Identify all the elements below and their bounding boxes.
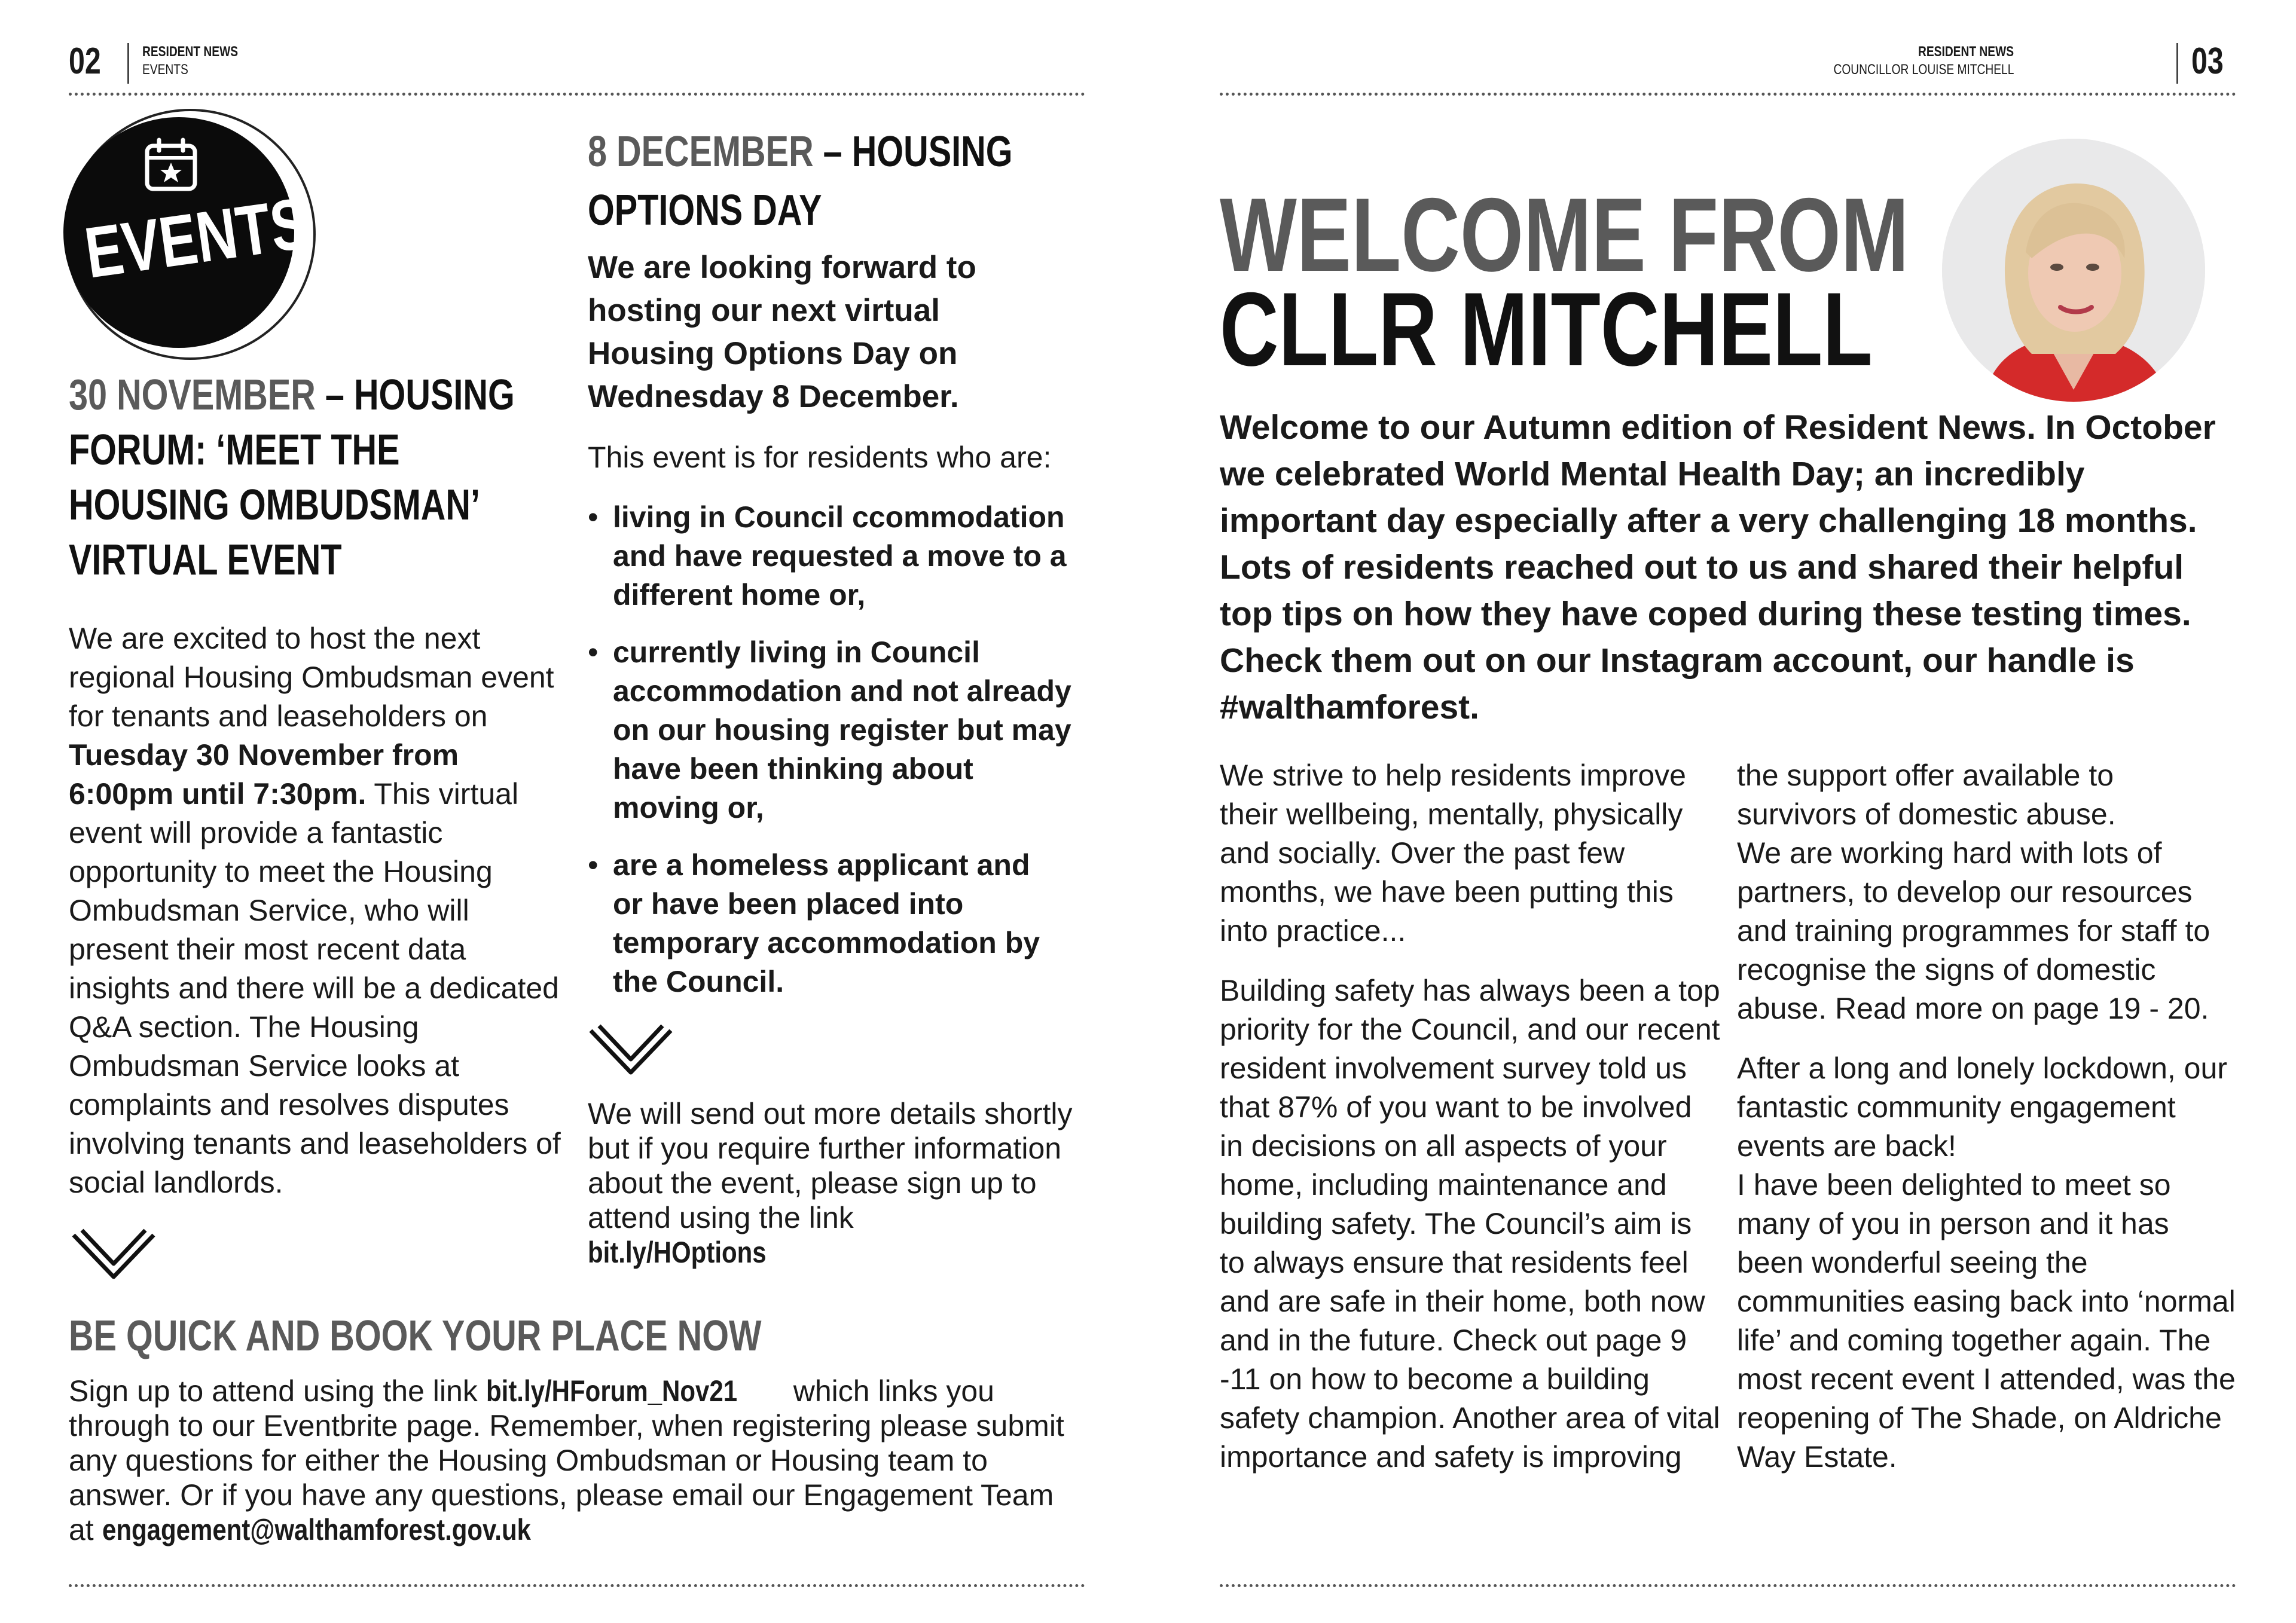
column1-paragraph1: We strive to help residents improve their wellbeing, mentally, physically and socially. Over the past few months, we have been putting this into practice...: [1220, 759, 1686, 947]
eligibility-list: [588, 498, 1078, 1020]
list-item: • are a homeless applicant and or have been placed into temporary accommodation by the Council.: [588, 846, 1043, 1001]
event2-title-line1: – HOUSING: [813, 128, 1013, 176]
column2-paragraph3: After a long and lonely lockdown, our fantastic community engagement events are back!: [1737, 1052, 2227, 1163]
header-rule-right: [1220, 93, 2236, 96]
book-heading: BE QUICK AND BOOK YOUR PLACE NOW: [69, 1312, 762, 1360]
page-number-left: 02: [69, 41, 101, 82]
section-name-right: COUNCILLOR LOUISE MITCHELL: [1833, 62, 2014, 78]
councillor-portrait: [1942, 139, 2205, 402]
welcome-column-1: [1220, 756, 1722, 1477]
header-divider: [2176, 43, 2178, 84]
column2-paragraph1: the support offer available to survivors of domestic abuse.: [1737, 759, 2116, 831]
hforum-link[interactable]: bit.ly/HForum_Nov21: [486, 1374, 737, 1408]
book-text-a: Sign up to attend using the link: [69, 1374, 486, 1408]
event1-heading: [69, 368, 626, 588]
event2-more-info: [588, 1096, 1084, 1270]
welcome-column-2: [1737, 756, 2239, 1477]
chevron-down-icon: [69, 1227, 158, 1286]
events-badge: [63, 117, 313, 348]
publication-name-left: RESIDENT NEWS: [142, 44, 239, 60]
chevron-down-icon: [586, 1022, 676, 1082]
header-divider: [127, 43, 129, 84]
event1-title-line4: VIRTUAL EVENT: [69, 536, 342, 584]
events-badge-label: EVENTS: [80, 182, 313, 294]
event1-title-line3: HOUSING OMBUDSMAN’: [69, 481, 480, 529]
section-name-left: EVENTS: [142, 62, 188, 78]
footer-rule-left: [69, 1584, 1085, 1587]
column1-paragraph2: Building safety has always been a top priority for the Council, and our recent resident involvement survey told us that 87% of you want to be involved in decisions on all aspects of your home, including maintenance and building safety. The Council’s aim is to always ensure that residents feel and are safe in their home, both now and in the future. Check out page 9 -11 on how to become a building safety champion. Another area of vital importance and safety is improving: [1220, 974, 1720, 1474]
event2-lead: We are looking forward to hosting our next virtual Housing Options Day on Wednesday 8 December.: [588, 250, 976, 414]
book-text-b: which links you through to our Eventbrite page. Remember, when registering please submit any questions for either the Housing Ombudsman or Housing team to answer. Or if you have any questions, please email our Engagement Team at: [69, 1374, 1064, 1546]
book-body: [69, 1374, 1073, 1547]
welcome-title-line2: CLLR MITCHELL: [1220, 271, 1873, 388]
calendar-star-icon: [141, 135, 201, 195]
event2-intro: This event is for residents who are:: [588, 441, 1052, 474]
portrait-illustration: [1942, 139, 2205, 402]
event1-date: 30 NOVEMBER: [69, 371, 316, 419]
list-item: • living in Council ccommodation and have requested a move to a different home or,: [588, 498, 1078, 615]
event2-title-line2: OPTIONS DAY: [588, 187, 822, 234]
event1-body: [69, 619, 565, 1202]
column2-paragraph2: We are working hard with lots of partners, to develop our resources and training programmes for staff to recognise the signs of domestic abuse. Read more on page 19 - 20.: [1737, 836, 2210, 1025]
welcome-title-line1: WELCOME FROM: [1220, 177, 1909, 294]
event2-date: 8 DECEMBER: [588, 128, 814, 176]
engagement-email-link[interactable]: engagement@walthamforest.gov.uk: [102, 1513, 531, 1546]
event1-body-intro: We are excited to host the next regional Housing Ombudsman event for tenants and leaseholders on: [69, 622, 554, 733]
hoptions-link[interactable]: bit.ly/HOptions: [588, 1236, 767, 1269]
event1-date-time: Tuesday 30 November from 6:00pm until 7:30pm.: [69, 738, 459, 811]
event2-more-text: We will send out more details shortly but if you require further information about the event, please sign up to attend using the link: [588, 1097, 1073, 1234]
welcome-intro: Welcome to our Autumn edition of Resident News. In October we celebrated World Mental Health Day; an incredibly important day especially after a very challenging 18 months. Lots of residents reached out to us and shared their helpful top tips on how they have coped during these testing times. Check them out on our Instagram account, our handle is #walthamforest.: [1220, 408, 2216, 726]
publication-name-right: RESIDENT NEWS: [1918, 44, 2014, 60]
header-rule-left: [69, 93, 1085, 96]
footer-rule-right: [1220, 1584, 2236, 1587]
column2-paragraph4: I have been delighted to meet so many of you in person and it has been wonderful seeing the communities easing back into ‘normal life’ and coming together again. The most recent event I attended, was the reopening of The Shade, on Aldriche Way Estate.: [1737, 1168, 2236, 1474]
event1-title-line1: – HOUSING: [315, 371, 515, 419]
event1-title-line2: FORUM: ‘MEET THE: [69, 426, 400, 474]
page-number-right: 03: [2191, 41, 2224, 82]
event1-body-rest: This virtual event will provide a fantastic opportunity to meet the Housing Ombudsman Service, who will present their most recent data insights and there will be a dedicated Q&A section. The Housing Ombudsman Service looks at complaints and resolves disputes involving tenants and leaseholders of social landlords.: [69, 777, 561, 1199]
event2-heading: [588, 123, 1119, 240]
list-item: • currently living in Council accommodation and not already on our housing register but may have been thinking about moving or,: [588, 633, 1078, 827]
